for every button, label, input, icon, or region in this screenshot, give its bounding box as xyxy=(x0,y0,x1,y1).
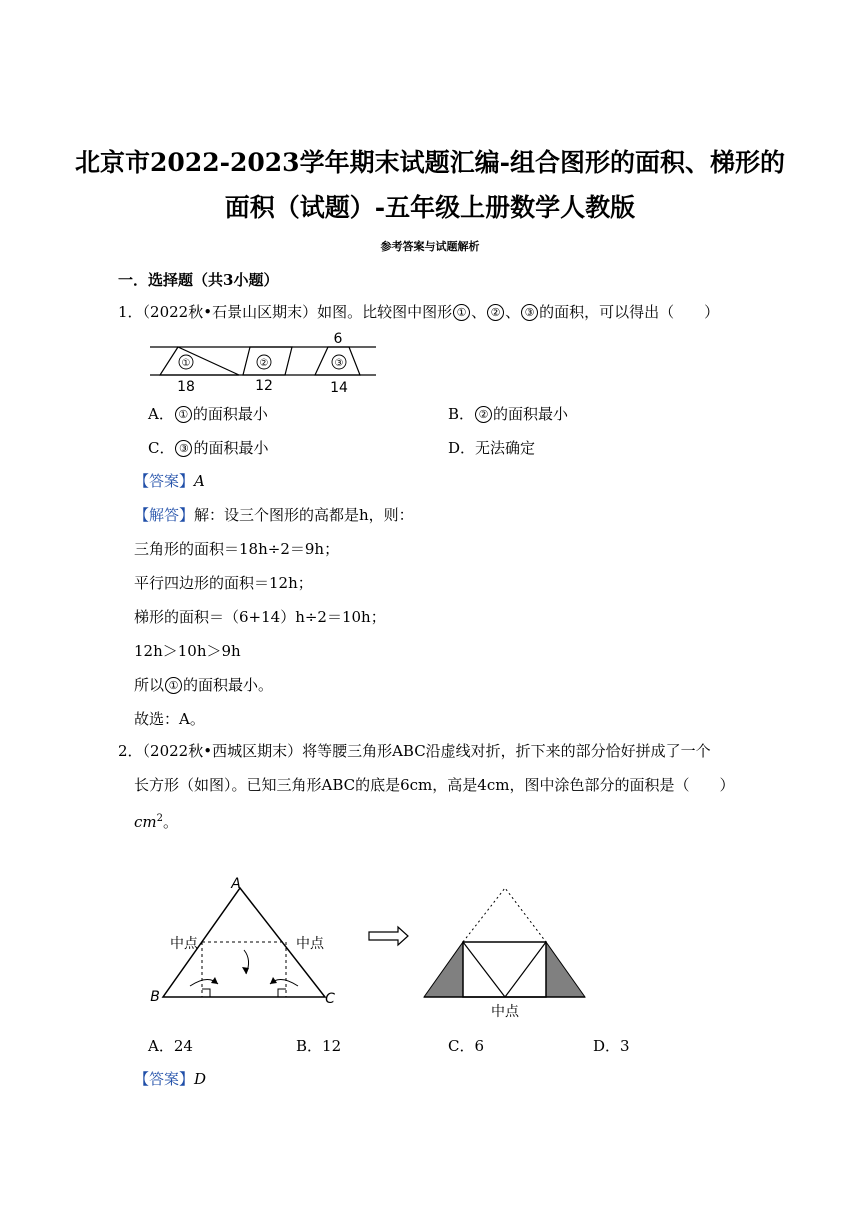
q2-stem-line3: $cm^2$。 xyxy=(134,813,179,831)
q1-solution-line2: 三角形的面积＝18h÷2＝9h； xyxy=(134,540,340,558)
q1-option-c: C． ③ 的面积最小 xyxy=(148,439,269,457)
q1-solution-intro: 【解答】解：设三个图形的高都是h，则： xyxy=(134,506,414,524)
q1-label-triangle-base: 18 xyxy=(177,379,195,395)
q1-solution-line5: 12h＞10h＞9h xyxy=(134,642,241,660)
doc-subtitle: 参考答案与试题解析 xyxy=(380,240,480,253)
q1-label-top: 6 xyxy=(333,331,343,347)
q2-option-d: D．3 xyxy=(593,1037,630,1055)
q1-label-trapezoid-base: 14 xyxy=(330,380,348,396)
q2-label-midpoint-bottom: 中点 xyxy=(491,1004,519,1020)
q2-rectangle xyxy=(463,942,546,997)
q2-stem-line2: 长方形（如图）。已知三角形ABC的底是6cm，高是4cm，图中涂色部分的面积是（ ） xyxy=(134,776,735,794)
q1-mark-1: ① xyxy=(181,358,191,369)
q1-solution-line6: 所以 ① 的面积最小。 xyxy=(134,676,274,694)
q1-stem: 1．（2022秋•石景山区期末）如图。比较图中图形 ① 、 ② 、 ③ 的面积，可以得出（ ） xyxy=(118,303,720,321)
q1-mark-2: ② xyxy=(259,358,269,369)
q2-label-midpoint-left: 中点 xyxy=(170,936,198,952)
q2-option-a: A．24 xyxy=(148,1037,193,1055)
q2-option-c: C．6 xyxy=(448,1037,485,1055)
q2-label-b: B xyxy=(150,989,160,1005)
q2-option-b: B．12 xyxy=(296,1037,342,1055)
q2-stem-line1: 2．（2022秋•西城区期末）将等腰三角形ABC沿虚线对折，折下来的部分恰好拼成了一个 xyxy=(118,742,711,760)
q1-triangle-shape xyxy=(160,347,239,375)
q2-label-c: C xyxy=(325,991,335,1007)
doc-title-line1: 北京市2022-2023学年期末试题汇编-组合图形的面积、梯形的 xyxy=(75,148,785,177)
q1-label-parallelogram-base: 12 xyxy=(255,378,273,394)
q2-label-a: A xyxy=(231,876,241,892)
q1-answer: 【答案】A xyxy=(134,472,205,490)
q1-solution-line7: 故选：A。 xyxy=(134,710,205,728)
q2-figure xyxy=(140,870,600,1030)
q1-option-d: D．无法确定 xyxy=(448,439,536,457)
q1-option-b: B． ② 的面积最小 xyxy=(448,405,569,423)
q2-answer: 【答案】D xyxy=(134,1070,207,1088)
q1-figure xyxy=(140,328,385,398)
section-heading: 一．选择题（共3小题） xyxy=(118,271,279,289)
q2-label-midpoint-right: 中点 xyxy=(296,936,324,952)
transform-arrow-icon xyxy=(369,927,408,945)
q1-mark-3: ③ xyxy=(334,358,344,369)
q1-solution-line3: 平行四边形的面积＝12h； xyxy=(134,574,313,592)
q1-option-a: A． ① 的面积最小 xyxy=(148,405,268,423)
doc-title-line2: 面积（试题）-五年级上册数学人教版 xyxy=(224,193,636,222)
q1-solution-line4: 梯形的面积＝（6+14）h÷2＝10h； xyxy=(134,608,386,626)
